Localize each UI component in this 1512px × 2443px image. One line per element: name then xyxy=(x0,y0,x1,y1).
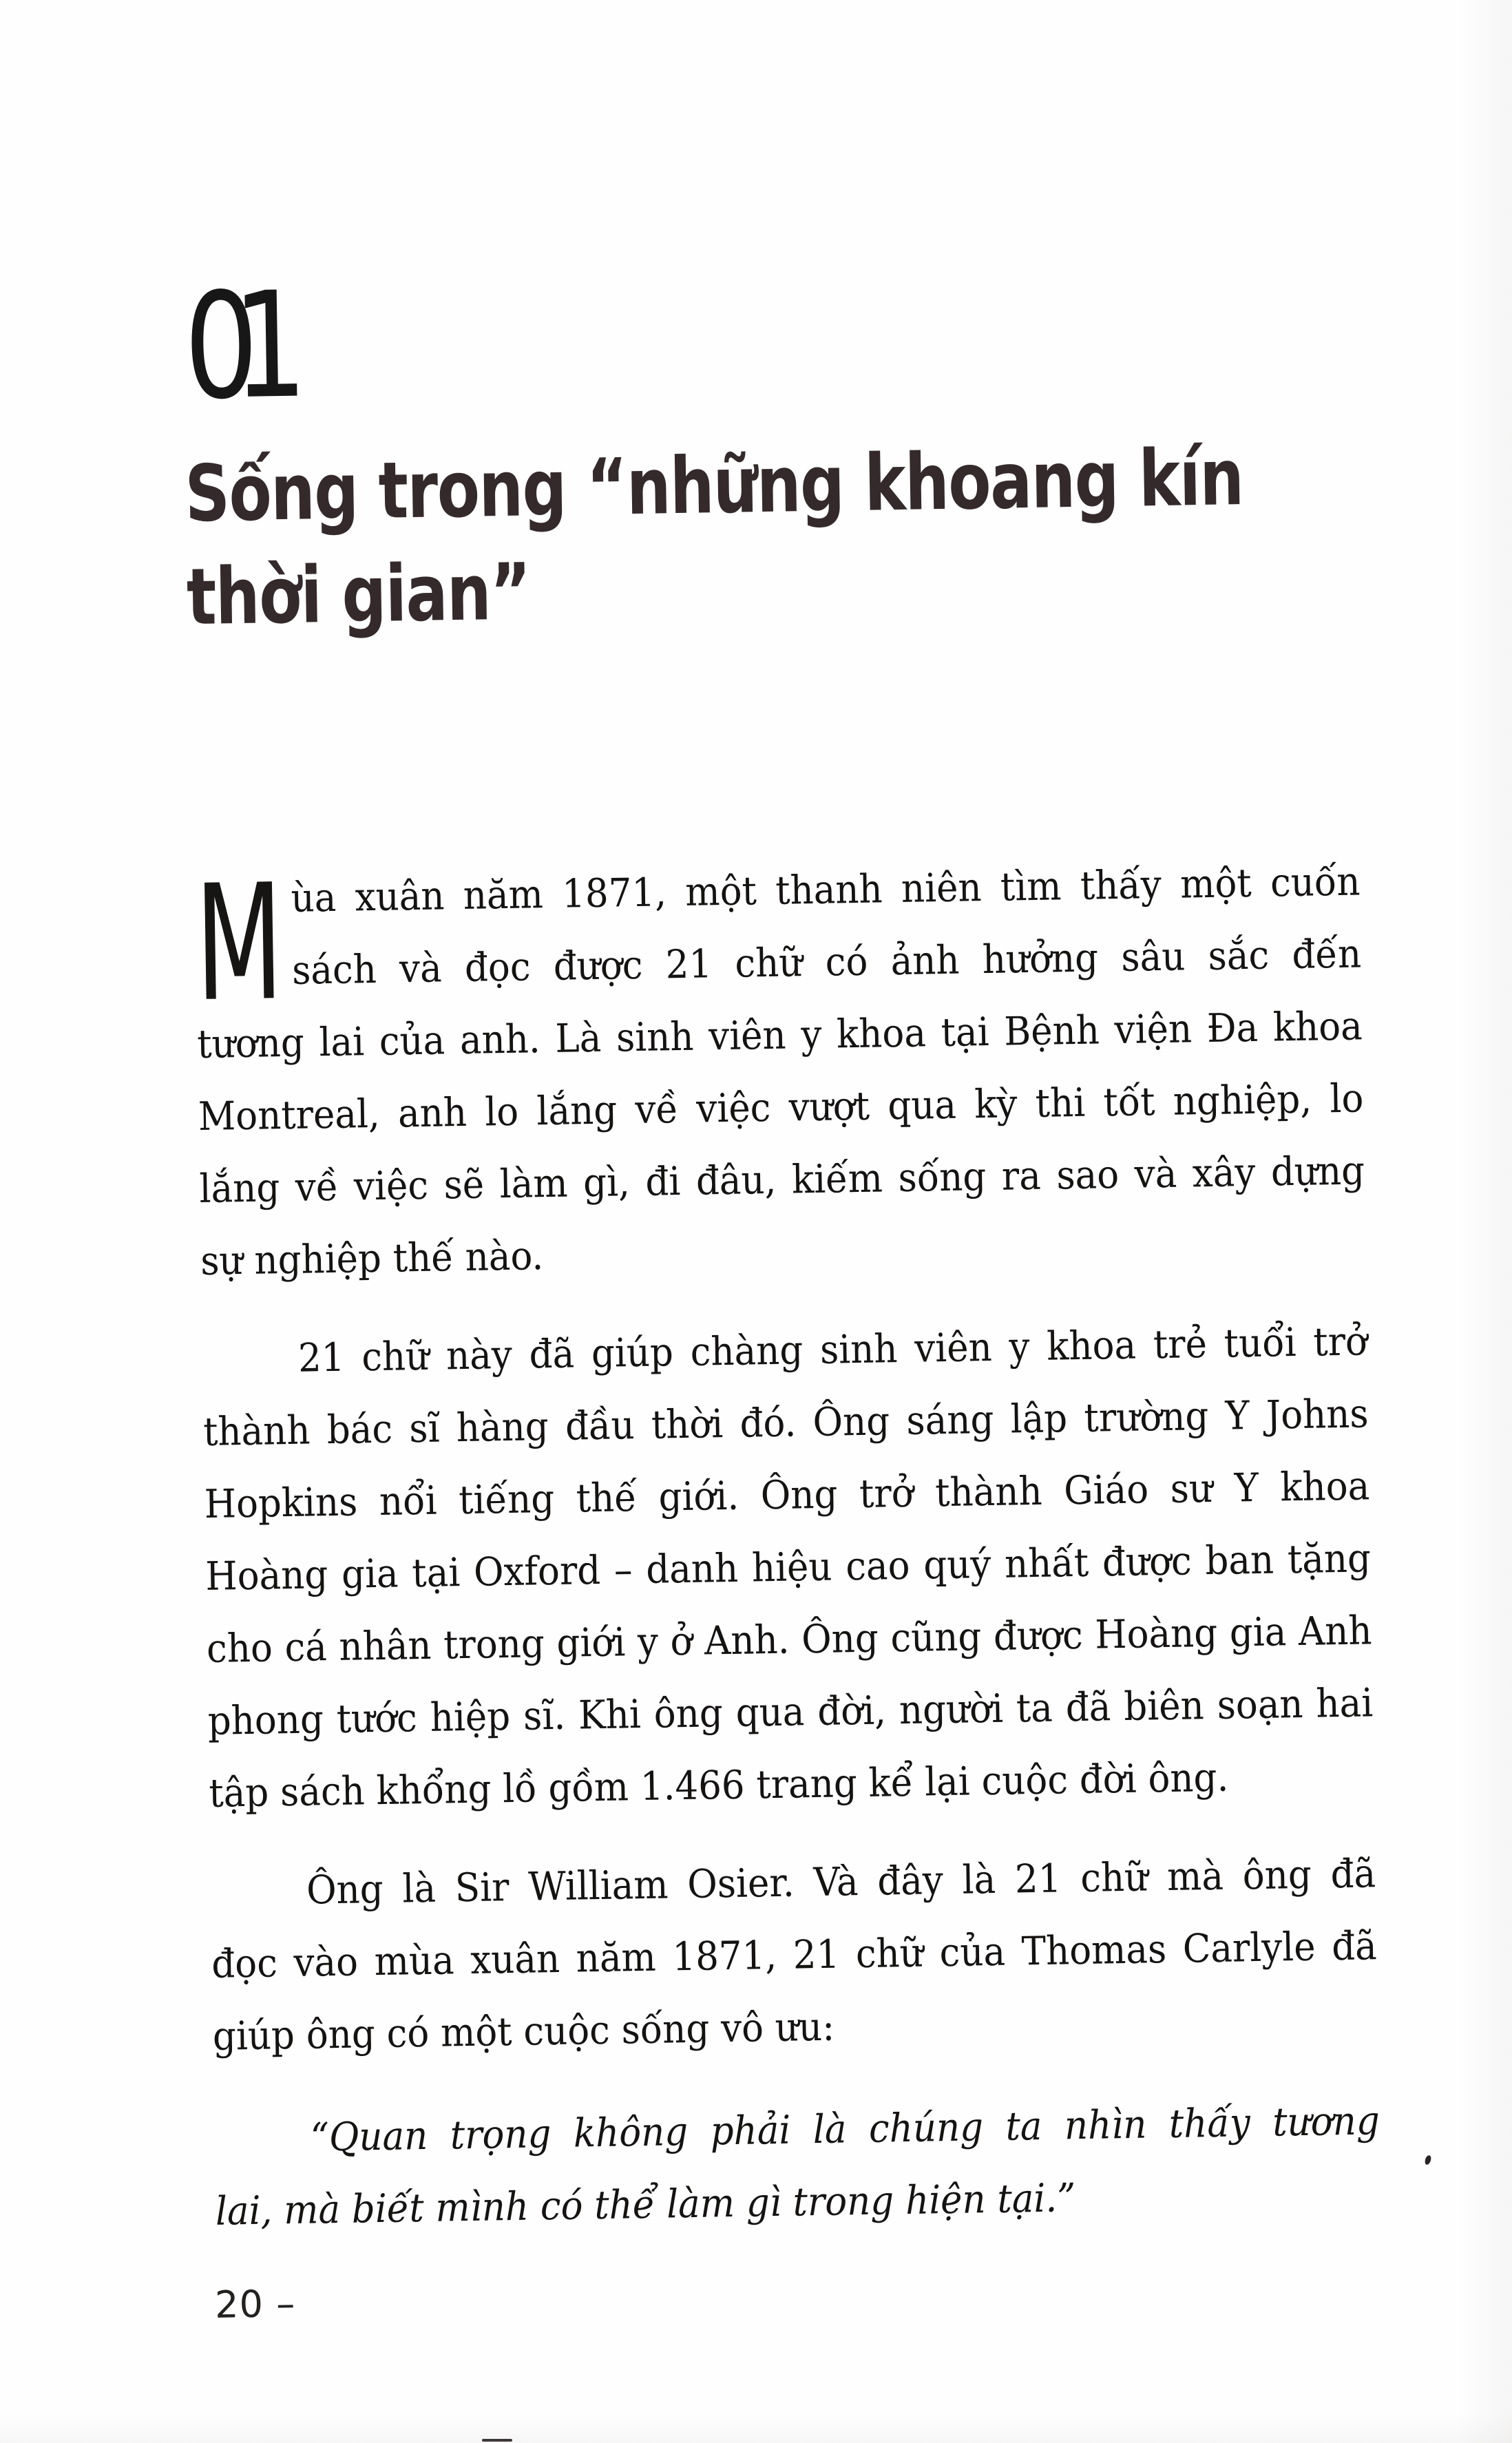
text-line: sách và đọc được 21 chữ có ảnh hưởng sâu sắc đến xyxy=(291,931,1362,994)
text-line: phong tước hiệp sĩ. Khi ông qua đời, người ta đã biên soạn hai xyxy=(207,1680,1374,1744)
text-line: Hopkins nổi tiếng thế giới. Ông trở thành Giáo sư Y khoa xyxy=(204,1463,1370,1527)
text-line: Ông là Sir William Osier. Và đây là 21 chữ mà ông đã xyxy=(306,1851,1376,1913)
text-line: đọc vào mùa xuân năm 1871, 21 chữ của Thomas Carlyle đã xyxy=(211,1923,1378,1987)
text-line: Hoàng gia tại Oxford – danh hiệu cao quý nhất được ban tặng xyxy=(204,1535,1372,1600)
page-number: 20 – xyxy=(214,2282,296,2327)
paragraph xyxy=(210,1838,1378,2073)
text-line: lai, mà biết mình có thể làm gì trong hiện tại.” xyxy=(215,2175,1076,2234)
text-line: ùa xuân năm 1871, một thanh niên tìm thấy một cuốn xyxy=(291,859,1361,921)
quote-paragraph xyxy=(213,2085,1381,2248)
scan-speck xyxy=(482,2439,512,2442)
drop-cap-letter: M xyxy=(193,850,284,1038)
text-line: thành bác sĩ hàng đầu thời đó. Ông sáng lập trường Y Johns xyxy=(202,1391,1369,1455)
chapter-title-line-1: Sống trong “những khoang kín xyxy=(184,432,1244,540)
text-line: giúp ông có một cuộc sống vô ưu: xyxy=(212,2004,835,2059)
paragraph xyxy=(202,1306,1375,1829)
body-text xyxy=(194,846,1381,2247)
text-line: cho cá nhân trong giới y ở Anh. Ông cũng được Hoàng gia Anh xyxy=(206,1608,1373,1672)
text-line: 21 chữ này đã giúp chàng sinh viên y khoa trẻ tuổi trở xyxy=(297,1319,1368,1381)
text-line: lắng về việc sẽ làm gì, đi đâu, kiếm sống ra sao và xây dựng xyxy=(199,1148,1365,1212)
chapter-title xyxy=(185,426,1246,649)
text-line: “Quan trọng không phải là chúng ta nhìn thấy tương xyxy=(310,2098,1380,2161)
text-line: tương lai của anh. Là sinh viên y khoa tại Bệnh viện Đa khoa xyxy=(196,1003,1363,1068)
text-line: sự nghiệp thế nào. xyxy=(200,1233,544,1284)
text-line: Montreal, anh lo lắng về việc vượt qua kỳ thi tốt nghiệp, lo xyxy=(198,1076,1364,1140)
drop-cap xyxy=(193,850,293,1038)
text-line: tập sách khổng lồ gồm 1.466 trang kể lại cuộc đời ông. xyxy=(208,1754,1229,1816)
chapter-title-line-2: thời gian” xyxy=(186,546,532,643)
chapter-number: 01 xyxy=(182,260,283,432)
paragraph xyxy=(194,846,1366,1298)
